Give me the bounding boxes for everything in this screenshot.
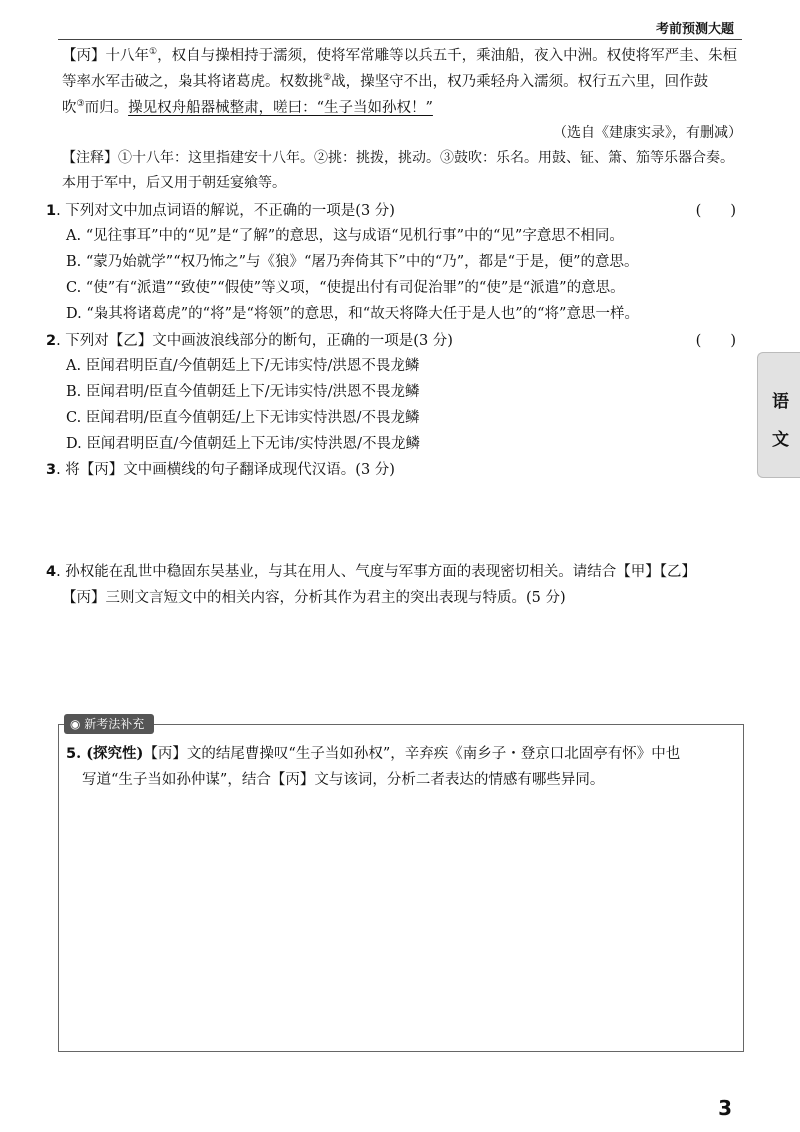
question-text: 【丙】文的结尾曹操叹“生子当如孙权”，辛弃疾《南乡子・登京口北固亭有怀》中也 xyxy=(143,746,681,762)
q1-option-d: D. “枭其将诸葛虎”的“将”是“将领”的意思，和“故天将降大任于是人也”的“将”意思一样。 xyxy=(66,306,639,322)
q2-option-a: A. 臣闻君明臣直/今值朝廷上下/无讳实恃/洪恩不畏龙鳞 xyxy=(66,358,420,374)
passage-text: 吹 xyxy=(62,99,77,116)
passage-text: 等率水军击破之，枭其将诸葛虎。权数挑 xyxy=(62,73,323,90)
badge-icon: ◉ xyxy=(70,717,85,731)
passage-text: ，权自与操相持于濡须，使将军常雕等以兵五千，乘油船，夜入中洲。权使将军严圭、朱桓 xyxy=(157,47,738,64)
question-number: 2 xyxy=(46,333,57,349)
subject-side-tab xyxy=(757,352,800,478)
passage-line-2 xyxy=(62,66,708,94)
q5-stem-line-1 xyxy=(66,742,680,766)
footnote-mark: ① xyxy=(149,47,158,57)
footnote-mark: ③ xyxy=(76,99,85,109)
q2-option-d: D. 臣闻君明臣直/今值朝廷上下无讳/实恃洪恩/不畏龙鳞 xyxy=(66,436,420,452)
side-tab-char: 文 xyxy=(772,430,789,450)
side-tab-char: 语 xyxy=(772,392,789,412)
question-text: . 下列对文中加点词语的解说，不正确的一项是(3 分) xyxy=(56,203,395,219)
q1-stem xyxy=(46,199,395,223)
box-label-text: 新考法补充 xyxy=(84,717,145,731)
q2-answer-blank[interactable]: ( ) xyxy=(695,333,736,349)
header-title: 考前预测大题 xyxy=(655,22,734,37)
question-number: 4 xyxy=(46,564,57,580)
q1-option-b: B. “蒙乃始就学”“权乃怖之”与《狼》“屠乃奔倚其下”中的“乃”，都是“于是，便”的意思。 xyxy=(66,254,639,270)
passage-line-1 xyxy=(62,40,737,68)
passage-text: 而归。 xyxy=(84,99,129,116)
passage-line-3 xyxy=(62,92,433,120)
notes-line-2: 本用于军中，后又用于朝廷宴飨等。 xyxy=(62,175,286,191)
question-text: . 孙权能在乱世中稳固东吴基业，与其在用人、气度与军事方面的表现密切相关。请结合【甲】【乙】 xyxy=(56,564,697,580)
question-number: 1 xyxy=(46,203,57,219)
question-number: 5 xyxy=(66,746,77,762)
notes-line-1: 【注释】①十八年：这里指建安十八年。②挑：挑拨，挑动。③鼓吹：乐名。用鼓、钲、箫、笳等乐器合奏。 xyxy=(62,150,734,166)
q2-option-b: B. 臣闻君明/臣直今值朝廷上下/无讳实恃/洪恩不畏龙鳞 xyxy=(66,384,420,400)
question-number: 3 xyxy=(46,462,57,478)
q1-answer-blank[interactable]: ( ) xyxy=(695,203,736,219)
q2-stem xyxy=(46,329,453,353)
box-label xyxy=(64,714,154,734)
q3-stem xyxy=(46,458,395,482)
underlined-sentence: 操见权舟船器械整肃，嗟曰：“生子当如孙权！” xyxy=(128,99,433,116)
page-number: 3 xyxy=(718,1096,732,1120)
q4-stem-line-1 xyxy=(46,560,696,584)
question-text: . 将【丙】文中画横线的句子翻译成现代汉语。(3 分) xyxy=(56,462,395,478)
passage-source: （选自《建康实录》，有删减） xyxy=(553,125,742,141)
question-text: . 下列对【乙】文中画波浪线部分的断句，正确的一项是(3 分) xyxy=(56,333,453,349)
q4-stem-line-2: 【丙】三则文言短文中的相关内容，分析其作为君主的突出表现与特质。(5 分) xyxy=(62,590,566,606)
passage-text: 战，操坚守不出，权乃乘轻舟入濡须。权行五六里，回作鼓 xyxy=(331,73,709,90)
q1-option-c: C. “使”有“派遣”“致使”“假使”等义项，“使提出付有司促治罪”的“使”是“派遣”的意思。 xyxy=(66,280,625,296)
q5-stem-line-2: 写道“生子当如孙仲谋”，结合【丙】文与该词，分析二者表达的情感有哪些异同。 xyxy=(82,772,605,788)
footnote-mark: ② xyxy=(323,73,332,83)
question-tag: . (探究性) xyxy=(76,745,144,762)
passage-text: 【丙】十八年 xyxy=(62,47,149,64)
q1-option-a: A. “见往事耳”中的“见”是“了解”的意思，这与成语“见机行事”中的“见”字意思不相同。 xyxy=(66,228,624,244)
q2-option-c: C. 臣闻君明/臣直今值朝廷/上下无讳实恃洪恩/不畏龙鳞 xyxy=(66,410,420,426)
